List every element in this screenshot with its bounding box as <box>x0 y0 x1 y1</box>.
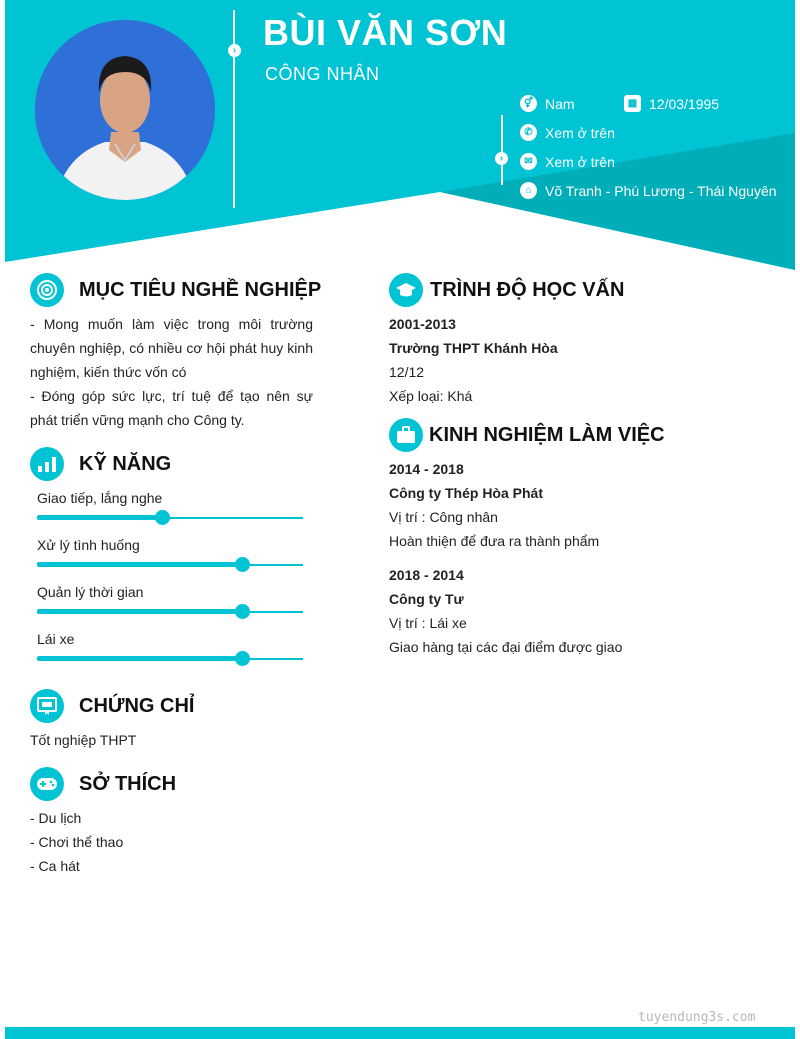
header-divider <box>233 10 235 208</box>
education-heading <box>389 273 624 307</box>
chevron-right-icon: › <box>228 44 241 57</box>
job-period: 2014 - 2018 <box>389 461 464 477</box>
job-title: CÔNG NHÂN <box>265 64 380 84</box>
chevron-right-icon: › <box>495 152 508 165</box>
job-period: 2018 - 2014 <box>389 567 464 583</box>
email-value: Xem ở trên <box>545 153 615 170</box>
education-grade: 12/12 <box>389 364 425 380</box>
contact-gender <box>520 95 575 112</box>
birthdate-value: 12/03/1995 <box>649 95 720 112</box>
education-entry <box>389 312 558 408</box>
contact-birthdate <box>624 95 719 112</box>
objective-heading <box>30 273 321 307</box>
contact-email <box>520 153 615 170</box>
home-icon: ⌂ <box>520 182 537 199</box>
hobbies-title: SỞ THÍCH <box>79 772 177 795</box>
certificates-heading <box>30 689 194 723</box>
address-value: Võ Tranh - Phú Lương - Thái Nguyên <box>545 182 777 199</box>
objective-text <box>30 312 313 432</box>
envelope-icon: ✉ <box>520 153 537 170</box>
experience-entry <box>389 563 622 659</box>
hobbies-heading <box>30 767 176 801</box>
skill-fill <box>37 609 242 614</box>
candidate-name: BÙI VĂN SƠN <box>263 12 508 53</box>
skill-knob <box>155 510 170 525</box>
hobby-item: - Chơi thể thao <box>30 834 124 850</box>
job-position: Vị trí : Công nhân <box>389 509 498 525</box>
experience-title: KINH NGHIỆM LÀM VIỆC <box>429 423 665 446</box>
objective-title: MỤC TIÊU NGHỀ NGHIỆP <box>79 278 322 301</box>
gamepad-icon <box>30 767 64 801</box>
watermark: tuyendung3s.com <box>638 1010 756 1025</box>
phone-icon: ✆ <box>520 124 537 141</box>
job-description: Giao hàng tại các đại điểm được giao <box>389 639 623 655</box>
education-rating: Xếp loại: Khá <box>389 388 473 404</box>
skill-knob <box>235 604 250 619</box>
job-position: Vị trí : Lái xe <box>389 615 467 631</box>
target-icon <box>30 273 64 307</box>
certificate-icon <box>30 689 64 723</box>
skill-label: Xử lý tình huống <box>37 537 140 553</box>
skill-fill <box>37 515 162 520</box>
job-company: Công ty Thép Hòa Phát <box>389 485 543 501</box>
avatar <box>35 20 215 200</box>
experience-heading <box>389 418 665 452</box>
gender-value: Nam <box>545 95 575 112</box>
phone-value: Xem ở trên <box>545 124 615 141</box>
gender-icon: ⚥ <box>520 95 537 112</box>
briefcase-icon <box>389 418 423 452</box>
graduation-cap-icon <box>389 273 423 307</box>
skill-fill <box>37 656 242 661</box>
hobbies-list <box>30 806 123 878</box>
objective-line: - Đóng góp sức lực, trí tuệ để tạo nên sự phát triển vững mạnh cho Công ty. <box>30 388 313 428</box>
education-school: Trường THPT Khánh Hòa <box>389 340 558 356</box>
skill-knob <box>235 557 250 572</box>
contact-phone <box>520 124 615 141</box>
certificates-title: CHỨNG CHỈ <box>79 694 195 717</box>
certificate-item: Tốt nghiệp THPT <box>30 732 137 748</box>
calendar-icon: ▦ <box>624 95 641 112</box>
hobby-item: - Du lịch <box>30 810 82 826</box>
skill-label: Lái xe <box>37 631 75 647</box>
footer-bar <box>5 1027 795 1039</box>
skill-label: Quản lý thời gian <box>37 584 144 600</box>
skill-fill <box>37 562 242 567</box>
contact-divider <box>501 115 503 185</box>
objective-line: - Mong muốn làm việc trong môi trường chuyên nghiệp, có nhiều cơ hội phát huy kinh nghiệm, kiến thức vốn có <box>30 316 313 380</box>
skill-label: Giao tiếp, lắng nghe <box>37 490 163 506</box>
hobby-item: - Ca hát <box>30 858 80 874</box>
education-title: TRÌNH ĐỘ HỌC VẤN <box>430 278 625 301</box>
job-description: Hoàn thiện để đưa ra thành phẩm <box>389 533 600 549</box>
job-company: Công ty Tư <box>389 591 464 607</box>
skills-title: KỸ NĂNG <box>79 452 172 475</box>
contact-address <box>520 182 777 199</box>
experience-entry <box>389 457 599 553</box>
education-period: 2001-2013 <box>389 316 456 332</box>
avatar-photo <box>35 20 215 200</box>
header <box>5 0 795 272</box>
skill-knob <box>235 651 250 666</box>
skills-heading <box>30 447 171 481</box>
bar-chart-icon <box>30 447 64 481</box>
